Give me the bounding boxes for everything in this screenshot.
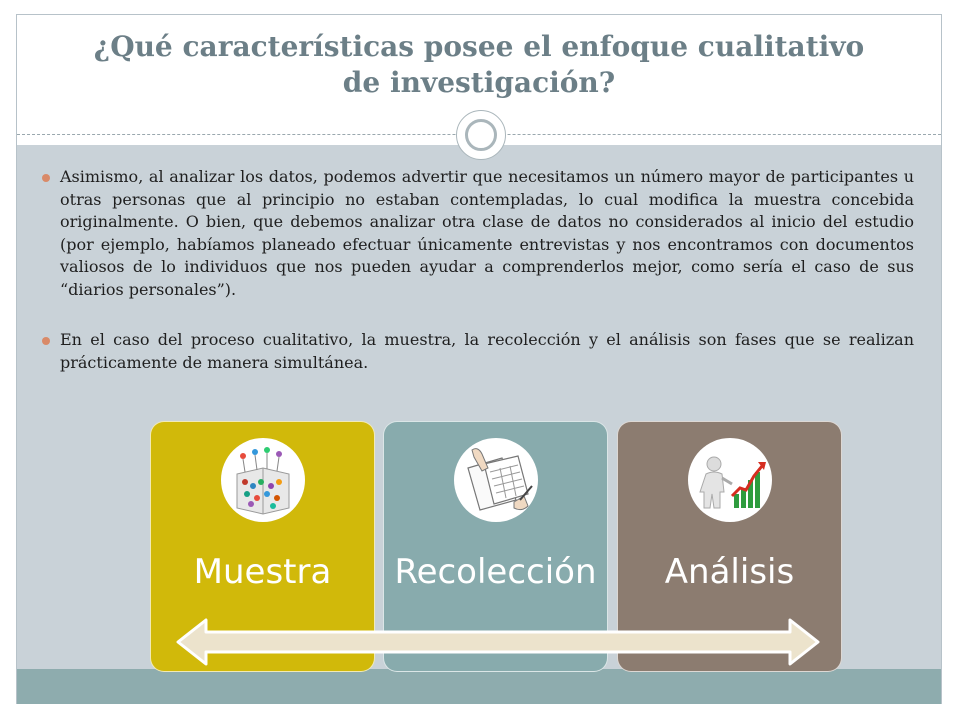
title-line-2: de investigación?: [342, 66, 616, 99]
phase-label: Recolección: [394, 552, 597, 592]
bullet-text: En el caso del proceso cualitativo, la muestra, la recolección y el análisis son fases que se realizan prácticamente de manera simultánea.: [60, 330, 914, 372]
title-line-1: ¿Qué características posee el enfoque cualitativo: [93, 30, 865, 63]
bullet-list: [42, 166, 914, 402]
bullet-dot-icon: [42, 337, 50, 345]
documents-writing-icon: [454, 438, 538, 522]
bullet-dot-icon: [42, 174, 50, 182]
phase-label: Análisis: [664, 552, 795, 592]
ring-ornament-icon: [456, 110, 506, 160]
bullet-item: [42, 329, 914, 374]
slide-title: [17, 29, 941, 101]
footer-bar: [17, 669, 941, 704]
people-box-icon: [221, 438, 305, 522]
double-arrow-icon: [176, 614, 820, 670]
growth-chart-icon: [688, 438, 772, 522]
bullet-item: [42, 166, 914, 301]
phase-label: Muestra: [193, 552, 332, 592]
bullet-text: Asimismo, al analizar los datos, podemos advertir que necesitamos un número mayor de participantes u otras personas que al principio no estaban contempladas, lo cual modifica la muestra concebida originalmente. O bien, que debemos analizar otra clase de datos no considerados al inicio del estudio (por ejemplo, habíamos planeado efectuar únicamente entrevistas y nos encontramos con documentos valiosos de lo individuos que nos pueden ayudar a comprenderlos mejor, como sería el caso de sus “diarios personales”).: [60, 167, 914, 299]
